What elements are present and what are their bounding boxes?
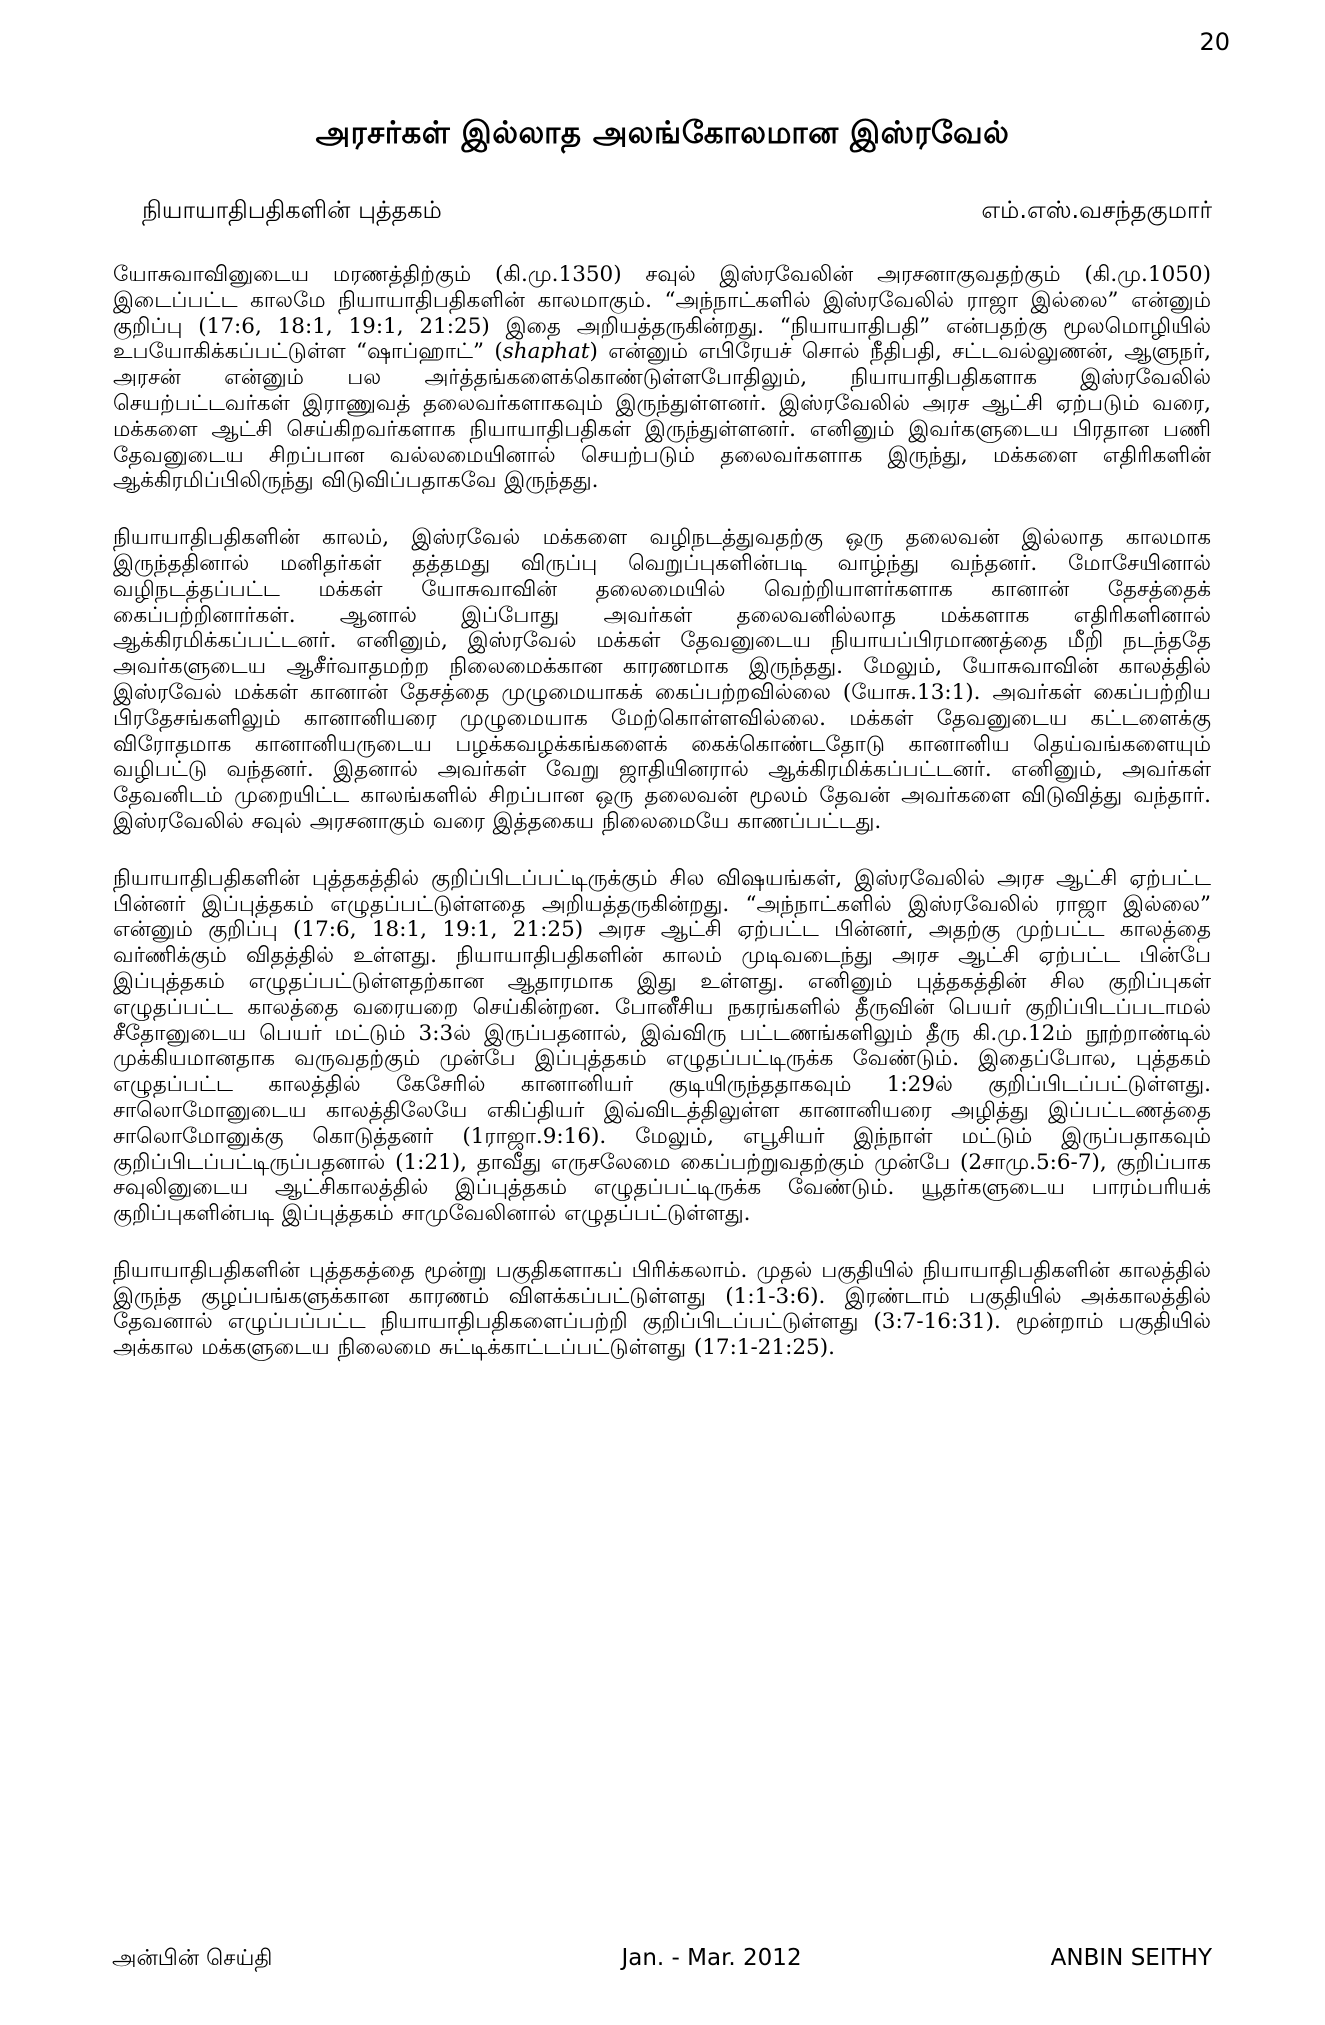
footer-magazine-english: ANBIN SEITHY (1050, 1945, 1212, 1971)
paragraph-1-text-a: யோசுவாவினுடைய மரணத்திற்கும் (கி.மு.1350) சவுல் இஸ்ரவேலின் அரசனாகுவதற்கும் (கி.மு.1050) இடைப்பட்ட காலமே நியாயாதிபதிகளின் காலமாகும். “அந்நாட்களில் இஸ்ரவேலில் ராஜா இல்லை” என்னும் குறிப்பு (17:6, 18:1, 19:1, 21:25) இதை அறியத்தருகின்றது. “நியாயாதிபதி” என்பதற்கு மூலமொழியில் உபயோகிக்கப்பட்டுள்ள “ஷாப்ஹாட்” ( (113, 262, 1211, 365)
author-name: எம்.எஸ்.வசந்தகுமார் (981, 196, 1212, 224)
page-footer (112, 1945, 1212, 1974)
footer-issue-date: Jan. - Mar. 2012 (621, 1945, 802, 1971)
paragraph-1-text-b: ) என்னும் எபிரேயச் சொல் நீதிபதி, சட்டவல்லுணன், ஆளுநர், அரசன் என்னும் பல அர்த்தங்களைக்கொண்டுள்ளபோதிலும், நியாயாதிபதிகளாக இஸ்ரவேலில் செயற்பட்டவர்கள் இராணுவத் தலைவர்களாகவும் இருந்துள்ளனர். இஸ்ரவேலில் அரச ஆட்சி ஏற்படும் வரை, மக்களை ஆட்சி செய்கிறவர்களாக நியாயாதிபதிகள் இருந்துள்ளனர். எனினும் இவர்களுடைய பிரதான பணி தேவனுடைய சிறப்பான வல்லமையினால் செயற்படும் தலைவர்களாக இருந்து, மக்களை எதிரிகளின் ஆக்கிரமிப்பிலிருந்து விடுவிப்பதாகவே இருந்தது. (113, 339, 1212, 494)
paragraph-2: நியாயாதிபதிகளின் காலம், இஸ்ரவேல் மக்களை வழிநடத்துவதற்கு ஒரு தலைவன் இல்லாத காலமாக இருந்ததினால் மனிதர்கள் தத்தமது விருப்பு வெறுப்புகளின்படி வாழ்ந்து வந்தனர். மோசேயினால் வழிநடத்தப்பட்ட மக்கள் யோசுவாவின் தலைமையில் வெற்றியாளர்களாக கானான் தேசத்தைக் கைப்பற்றினார்கள். ஆனால் இப்போது அவர்கள் தலைவனில்லாத மக்களாக எதிரிகளினால் ஆக்கிரமிக்கப்பட்டனர். எனினும், இஸ்ரவேல் மக்கள் தேவனுடைய நியாயப்பிரமாணத்தை மீறி நடந்ததே அவர்களுடைய ஆசீர்வாதமற்ற நிலைமைக்கான காரணமாக இருந்தது. மேலும், யோசுவாவின் காலத்தில் இஸ்ரவேல் மக்கள் கானான் தேசத்தை முழுமையாகக் கைப்பற்றவில்லை (யோசு.13:1). அவர்கள் கைப்பற்றிய பிரதேசங்களிலும் கானானியரை முழுமையாக மேற்கொள்ளவில்லை. மக்கள் தேவனுடைய கட்டளைக்கு விரோதமாக கானானியருடைய பழக்கவழக்கங்களைக் கைக்கொண்டதோடு கானானிய தெய்வங்களையும் வழிபட்டு வந்தனர். இதனால் அவர்கள் வேறு ஜாதியினரால் ஆக்கிரமிக்கப்பட்டனர். எனினும், அவர்கள் தேவனிடம் முறையிட்ட காலங்களில் சிறப்பான ஒரு தலைவன் மூலம் தேவன் அவர்களை விடுவித்து வந்தார். இஸ்ரவேலில் சவுல் அரசனாகும் வரை இத்தகைய நிலைமையே காணப்பட்டது. (113, 525, 1211, 834)
paragraph-3: நியாயாதிபதிகளின் புத்தகத்தில் குறிப்பிடப்பட்டிருக்கும் சில விஷயங்கள், இஸ்ரவேலில் அரச ஆட்சி ஏற்பட்ட பின்னர் இப்புத்தகம் எழுதப்பட்டுள்ளதை அறியத்தருகின்றது. “அந்நாட்களில் இஸ்ரவேலில் ராஜா இல்லை” என்னும் குறிப்பு (17:6, 18:1, 19:1, 21:25) அரச ஆட்சி ஏற்பட்ட பின்னர், அதற்கு முற்பட்ட காலத்தை வர்ணிக்கும் விதத்தில் உள்ளது. நியாயாதிபதிகளின் காலம் முடிவடைந்து அரச ஆட்சி ஏற்பட்ட பின்பே இப்புத்தகம் எழுதப்பட்டுள்ளதற்கான ஆதாரமாக இது உள்ளது. எனினும் புத்தகத்தின் சில குறிப்புகள் எழுதப்பட்ட காலத்தை வரையறை செய்கின்றன. போனீசிய நகரங்களில் தீருவின் பெயர் குறிப்பிடப்படாமல் சீதோனுடைய பெயர் மட்டும் 3:3ல் இருப்பதனால், இவ்விரு பட்டணங்களிலும் தீரு கி.மு.12ம் நூற்றாண்டில் முக்கியமானதாக வருவதற்கும் முன்பே இப்புத்தகம் எழுதப்பட்டிருக்க வேண்டும். இதைப்போல, புத்தகம் எழுதப்பட்ட காலத்தில் கேசேரில் கானானியர் குடியிருந்ததாகவும் 1:29ல் குறிப்பிடப்பட்டுள்ளது. சாலொமோனுடைய காலத்திலேயே எகிப்தியர் இவ்விடத்திலுள்ள கானானியரை அழித்து இப்பட்டணத்தை சாலொமோனுக்கு கொடுத்தனர் (1ராஜா.9:16). மேலும், எபூசியர் இந்நாள் மட்டும் இருப்பதாகவும் குறிப்பிடப்பட்டிருப்பதனால் (1:21), தாவீது எருசலேமை கைப்பற்றுவதற்கும் முன்பே (2சாமு.5:6-7), குறிப்பாக சவுலினுடைய ஆட்சிகாலத்தில் இப்புத்தகம் எழுதப்பட்டிருக்க வேண்டும். யூதர்களுடைய பாரம்பரியக் குறிப்புகளின்படி இப்புத்தகம் சாமுவேலினால் எழுதப்பட்டுள்ளது. (113, 865, 1211, 1227)
article-title: அரசர்கள் இல்லாத அலங்கோலமான இஸ்ரவேல் (315, 115, 1010, 151)
paragraph-1 (113, 262, 1211, 494)
page-number: 20 (1199, 28, 1230, 56)
book-name: நியாயாதிபதிகளின் புத்தகம் (142, 196, 442, 224)
subtitle-row (142, 196, 1212, 227)
paragraph-4: நியாயாதிபதிகளின் புத்தகத்தை மூன்று பகுதிகளாகப் பிரிக்கலாம். முதல் பகுதியில் நியாயாதிபதிகளின் காலத்தில் இருந்த குழப்பங்களுக்கான காரணம் விளக்கப்பட்டுள்ளது (1:1-3:6). இரண்டாம் பகுதியில் அக்காலத்தில் தேவனால் எழுப்பப்பட்ட நியாயாதிபதிகளைப்பற்றி குறிப்பிடப்பட்டுள்ளது (3:7-16:31). மூன்றாம் பகுதியில் அக்கால மக்களுடைய நிலைமை சுட்டிக்காட்டப்பட்டுள்ளது (17:1-21:25). (113, 1257, 1211, 1361)
paragraph-1-italic-term: shaphat (502, 339, 590, 365)
footer-magazine-tamil: அன்பின் செய்தி (112, 1946, 273, 1971)
article-body (113, 262, 1211, 1392)
